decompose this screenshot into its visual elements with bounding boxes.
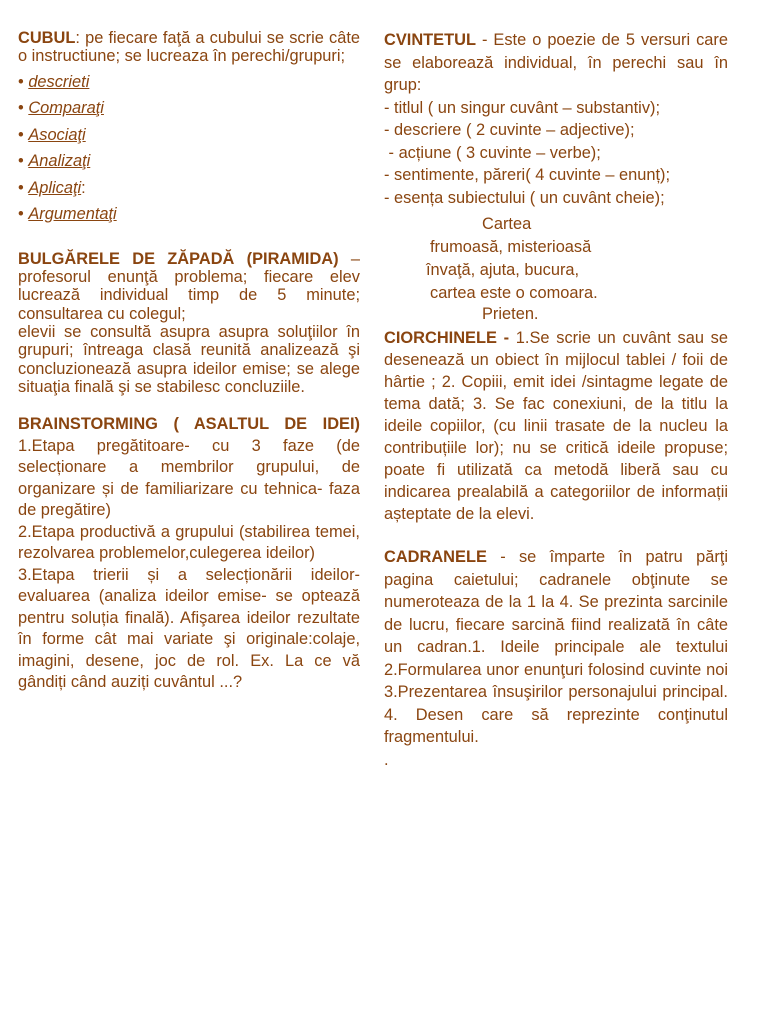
right-column — [384, 29, 728, 771]
list-item — [18, 201, 360, 228]
left-column — [18, 29, 360, 694]
list-item — [18, 122, 360, 149]
bulgarele-paragraph — [18, 250, 360, 323]
brainstorming-text: 1.Etapa pregătitoare- cu 3 faze (de selecționare a membrilor grupului, de organizare și de familiarizare cu tehnica- faza de pregătire) — [18, 436, 360, 520]
cubul-list — [18, 69, 360, 228]
poem-line: Cartea — [482, 215, 532, 233]
bulgarele-text: – profesorul enunţă problema; fiecare elev lucrează individual timp de 5 minute; consultarea cu colegul; — [18, 249, 360, 323]
link-descrieti[interactable]: descrieti — [28, 72, 90, 91]
bulgarele-heading: BULGĂRELE DE ZĂPADĂ (PIRAMIDA) — [18, 249, 339, 268]
cadranele-text: - se împarte în patru părţi pagina caietului; cadranele obţinute se numeroteaza de la 1 la 4. Se prezinta sarcinile de lucru, fiecare sarcină fiind realizată în câte un cadran.1. Ideile principale ale textului 2.Formularea unor enunţuri folosind cuvinte noi 3.Prezentarea însuşirilor personajului principal. 4. Desen care să reprezinte conţinutul fragmentului. — [384, 548, 728, 746]
bullet-icon: • — [18, 125, 24, 144]
cvintetul-line-4: - sentimente, păreri( 4 cuvinte – enunț); — [384, 166, 671, 184]
cvintetul-paragraph — [384, 29, 728, 97]
poem-line: cartea este o comoara. — [430, 284, 598, 302]
spacer — [18, 396, 360, 414]
ciorchinele-heading: CIORCHINELE - — [384, 329, 510, 347]
cvintetul-line-3: - acțiune ( 3 cuvinte – verbe); — [384, 143, 601, 162]
cadranele-paragraph — [384, 546, 728, 749]
bullet-icon: • — [18, 205, 24, 224]
bullet-icon: • — [18, 178, 24, 197]
brainstorming-heading: BRAINSTORMING ( ASALTUL DE IDEI) — [18, 415, 360, 434]
cubul-heading: CUBUL — [18, 29, 76, 47]
poem-line: învaţă, ajuta, bucura, — [426, 261, 580, 279]
link-comparati[interactable]: Comparaţi — [28, 99, 104, 118]
poem-line: Prieten. — [482, 305, 539, 323]
cubul-paragraph — [18, 29, 360, 66]
cvintetul-line-1: - titlul ( un singur cuvânt – substantiv); — [384, 98, 661, 117]
cvintetul-line-2: - descriere ( 2 cuvinte – adjective); — [384, 121, 635, 139]
cvintetul-heading: CVINTETUL — [384, 31, 476, 49]
bullet-icon: • — [18, 152, 24, 171]
list-item — [18, 95, 360, 122]
brainstorming-text-3: 3.Etapa trierii și a selecționării ideilor- evaluarea (analiza ideilor emise- se optează pentru soluția finală). Afişarea ideilor rezultate în forme cât mai variate şi originale:colaje, imagini, desene, joc de rol. Ex. La ce vă gândiți când auziți cuvântul ...? — [18, 565, 360, 692]
link-argumentati[interactable]: Argumentaţi — [28, 205, 117, 224]
bullet-icon: • — [18, 99, 24, 118]
ciorchinele-text: 1.Se scrie un cuvânt sau se desenează un obiect în mijlocul tablei / foii de hârtie ; 2. Copiii, emit idei /sintagme legate de tema dată; 3. Se fac conexiuni, de la titlu la ideile copiilor, (cu linii trasate de la nucleu la contribuțiile lor); nu se critică ideile propuse; poate fi utilizată ca metodă liberă sau cu indicarea prealabilă a categoriilor de informații așteptate de la elevi. — [384, 329, 728, 523]
list-item — [18, 148, 360, 175]
spacer — [18, 228, 360, 250]
ciorchinele-paragraph — [384, 327, 728, 525]
list-item — [18, 69, 360, 96]
bullet-icon: • — [18, 72, 24, 91]
cubul-text: : pe fiecare faţă a cubului se scrie câte o instructiune; se lucreaza în perechi/grupuri; — [18, 29, 360, 66]
cvintet-poem — [384, 213, 728, 323]
cadranele-trailing: . — [384, 750, 389, 769]
brainstorming-text-2: 2.Etapa productivă a grupului (stabilirea temei, rezolvarea problemelor,culegerea ideilor) — [18, 522, 360, 563]
spacer — [384, 525, 728, 546]
link-asociati[interactable]: Asociaţi — [28, 125, 86, 144]
cadranele-heading: CADRANELE — [384, 548, 487, 566]
list-item — [18, 175, 360, 202]
link-analizati[interactable]: Analizaţi — [28, 152, 91, 171]
link-aplicati[interactable]: Aplicaţi — [28, 178, 82, 197]
cvintetul-text: - Este o poezie de 5 versuri care se elaborează individual, în perechi sau în grup: — [384, 31, 728, 94]
aplicati-suffix: : — [81, 178, 86, 197]
brainstorming-paragraph — [18, 414, 360, 522]
bulgarele-text-2: elevii se consultă asupra asupra soluţiilor în grupuri; întreaga clasă reunită analizează şi concluzionează asupra ideilor emise; se alege situaţia finală şi se stabilesc concluziile. — [18, 323, 360, 397]
cvintetul-line-5: - esența subiectului ( un cuvânt cheie); — [384, 188, 665, 207]
poem-line: frumoasă, misterioasă — [430, 238, 592, 256]
